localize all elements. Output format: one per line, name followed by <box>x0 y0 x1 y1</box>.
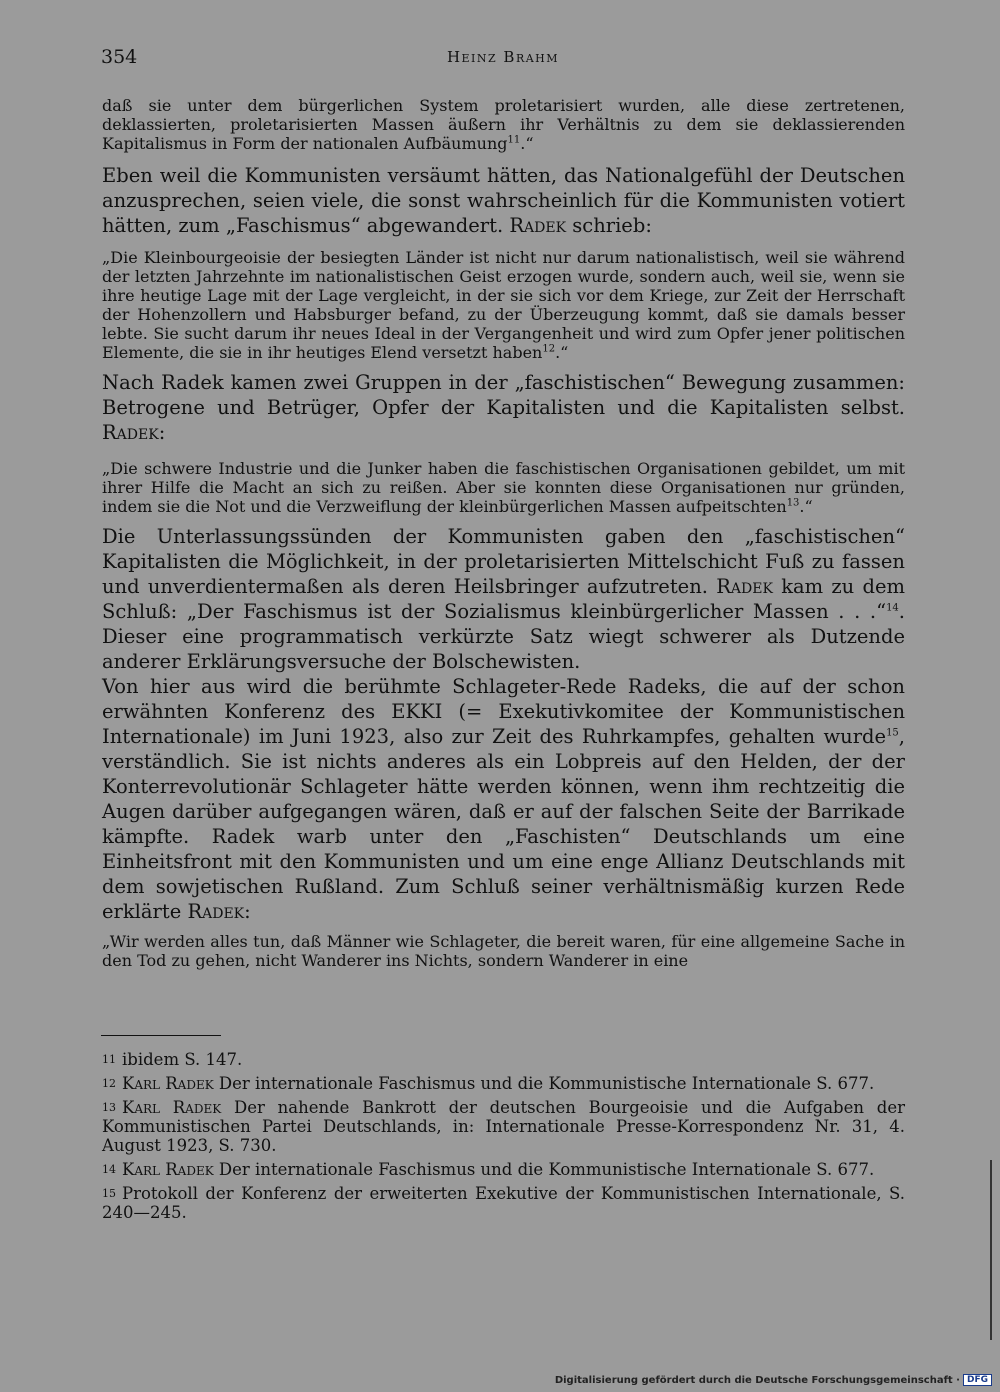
paragraph-text: kam zu dem Schluß: „Der Faschismus ist der Sozialismus kleinbürgerlicher Massen . . .“ <box>102 575 905 623</box>
footnote-number: 11 <box>102 1053 116 1066</box>
paragraph-1 <box>102 163 905 238</box>
running-head: Heinz Brahm <box>446 48 560 66</box>
paragraph-text: : <box>158 421 166 444</box>
footnote-author: Karl Radek <box>122 1074 214 1093</box>
quote-close: .“ <box>799 497 813 516</box>
paragraph-text: Eben weil die Kommunisten versäumt hätten, das Nationalgefühl der Deutschen anzusprechen, seien viele, die sonst wahrscheinlich für die Kommunisten votiert hätten, zum „Faschismus“ abgewandert. <box>102 164 905 237</box>
footnote <box>102 1098 905 1155</box>
page-number: 354 <box>101 46 138 68</box>
author-name: Radek <box>187 900 245 923</box>
body-text <box>102 96 905 970</box>
footnote-ref[interactable]: 11 <box>507 134 521 146</box>
block-quote-1 <box>102 96 905 153</box>
footnote-text: Der nahende Bankrott der deutschen Bourgeoisie und die Aufgaben der Kommunistischen Partei Deutschlands, in: Internationale Presse-Korrespondenz Nr. 31, 4. August 1923, S. 730. <box>102 1098 905 1155</box>
footnote-ref[interactable]: 14 <box>886 602 899 614</box>
credit-text: Digitalisierung gefördert durch die Deutsche Forschungsgemeinschaft · <box>554 1374 960 1386</box>
footnote <box>102 1050 905 1069</box>
block-quote-3 <box>102 459 905 516</box>
footnote-number: 15 <box>102 1187 116 1200</box>
paragraph-text: Die Unterlassungssünden der Kommunisten gaben den „faschistischen“ Kapitalisten die Möglichkeit, in der proletarisierten Mittelschicht Fuß zu fassen und unverdientermaßen als deren Heilsbringer aufzutreten. <box>102 525 905 598</box>
quote-close: .“ <box>520 134 534 153</box>
footnote-text: ibidem S. 147. <box>122 1050 243 1069</box>
author-name: Radek <box>102 421 159 444</box>
footnote-ref[interactable]: 12 <box>542 343 556 355</box>
paragraph-text: Von hier aus wird die berühmte Schlageter-Rede Radeks, die auf der schon erwähnten Konferenz des EKKI (= Exekutivkomitee der Kommunistischen Internationale) im Juni 1923, also zur Zeit des Ruhrkampfes, gehalten wurde <box>102 675 905 748</box>
footnote-ref[interactable]: 13 <box>786 497 800 509</box>
paragraph-text: . Dieser eine programmatisch verkürzte Satz wiegt schwerer als Dutzende anderer Erklärungsversuche der Bolschewisten. <box>102 600 905 673</box>
quote-text: „Die Kleinbourgeoisie der besiegten Länder ist nicht nur darum nationalistisch, weil sie während der letzten Jahrzehnte im nationalistischen Geist erzogen wurde, sondern auch, weil sie, wenn sie ihre heutige Lage mit der Lage vergleicht, in der sie sich vor dem Kriege, zur Zeit der Herrschaft der Hohenzollern und Habsburger befand, zu der Überzeugung kommt, daß sie damals besser lebte. Sie sucht darum ihr neues Ideal in der Vergangenheit und wird zum Opfer jener politischen Elemente, die sie in ihr heutiges Elend versetzt haben <box>102 248 905 362</box>
dfg-credit <box>555 1374 992 1386</box>
footnote-ref[interactable]: 15 <box>886 727 899 739</box>
footnote <box>102 1160 905 1179</box>
footnotes <box>102 1050 905 1227</box>
paragraph-4 <box>102 674 905 924</box>
quote-close: .“ <box>555 343 569 362</box>
paragraph-text: schrieb: <box>566 214 652 237</box>
footnote-number: 13 <box>102 1101 116 1114</box>
dfg-logo: DFG <box>963 1374 992 1386</box>
footnote-text: Der internationale Faschismus und die Kommunistische Internationale S. 677. <box>213 1160 875 1179</box>
quote-text: „Wir werden alles tun, daß Männer wie Schlageter, die bereit waren, für eine allgemeine Sache in den Tod zu gehen, nicht Wanderer ins Nichts, sondern Wanderer in eine <box>102 932 905 970</box>
paragraph-2 <box>102 370 905 445</box>
paragraph-text: , verständlich. Sie ist nichts anderes als ein Lobpreis auf den Helden, der der Konterrevolutionär Schlageter hätte werden können, wenn ihm rechtzeitig die Augen darüber aufgegangen wären, daß er auf der falschen Seite der Barrikade kämpfte. Radek warb unter den „Faschisten“ Deutschlands um eine Einheitsfront mit den Kommunisten und um eine enge Allianz Deutschlands mit dem sowjetischen Rußland. Zum Schluß seiner verhältnismäßig kurzen Rede erklärte <box>102 725 905 923</box>
quote-text: „Die schwere Industrie und die Junker haben die faschistischen Organisationen gebildet, um mit ihrer Hilfe die Macht an sich zu reißen. Aber sie konnten diese Organisationen nur gründen, indem sie die Not und die Verzweiflung der kleinbürgerlichen Massen aufpeitschten <box>102 459 905 516</box>
block-quote-4 <box>102 932 905 970</box>
block-quote-2 <box>102 248 905 362</box>
footnote-number: 12 <box>102 1077 116 1090</box>
footnote-text: Der internationale Faschismus und die Kommunistische Internationale S. 677. <box>213 1074 875 1093</box>
footnote-author: Karl Radek <box>122 1160 214 1179</box>
author-name: Radek <box>509 214 567 237</box>
footnote <box>102 1184 905 1222</box>
paragraph-text: Nach Radek kamen zwei Gruppen in der „faschistischen“ Bewegung zusammen: Betrogene und Betrüger, Opfer der Kapitalisten und die Kapitalisten selbst. <box>102 371 905 419</box>
footnote-rule <box>101 1035 221 1036</box>
paragraph-text: : <box>244 900 251 923</box>
author-name: Radek <box>716 575 773 598</box>
footnote <box>102 1074 905 1093</box>
footnote-number: 14 <box>102 1163 116 1176</box>
paragraph-3 <box>102 524 905 674</box>
quote-text: daß sie unter dem bürgerlichen System proletarisiert wurden, alle diese zertretenen, deklassierten, proletarisierten Massen äußern ihr Verhältnis zu dem sie deklassierenden Kapitalismus in Form der nationalen Aufbäumung <box>102 96 905 153</box>
footnote-text: Protokoll der Konferenz der erweiterten Exekutive der Kommunistischen Internationale, S. 240—245. <box>102 1184 905 1222</box>
page-header <box>101 46 905 72</box>
scan-edge-mark <box>990 1160 992 1340</box>
footnote-author: Karl Radek <box>122 1098 222 1117</box>
